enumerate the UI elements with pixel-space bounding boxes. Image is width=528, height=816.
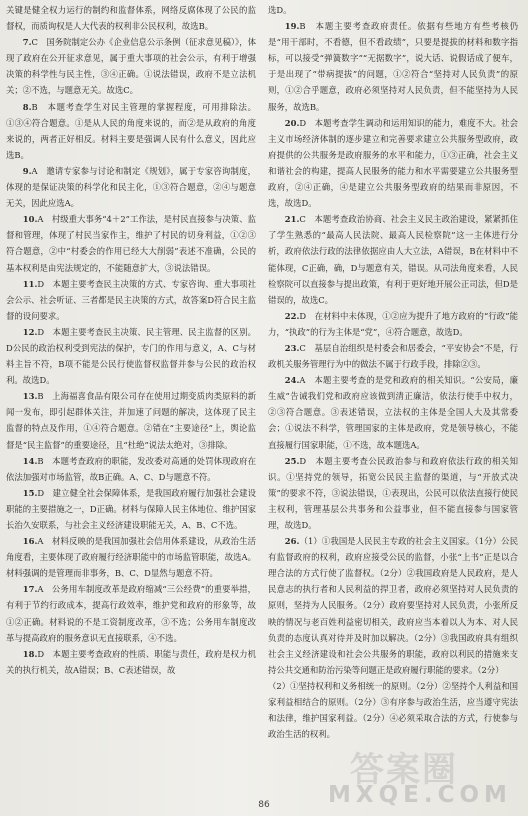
answer-paragraph (6, 324, 256, 388)
question-number: 8. (22, 101, 32, 112)
question-number: 20. (284, 117, 300, 128)
answer-text: D 本题主要考查民主决策的方式、专家咨询、重大事项社会公示、社会听证、三者都是民主决策的方式，故答案D符合民主监督的设问要求。 (6, 278, 256, 321)
answer-paragraph (268, 678, 518, 742)
left-column (6, 2, 256, 678)
question-number: 17. (22, 584, 38, 595)
answer-text: （2）①坚持权利和义务相统一的原则。（2分）②坚持个人利益和国家利益相结合的原则。（2分）③有序参与政治生活，应当遵守宪法和法律，维护国家利益。（2分）④必须采取合法的方式，行使参与政治生活的权利。 (268, 680, 518, 740)
question-number: 25. (284, 455, 300, 466)
answer-paragraph (6, 485, 256, 533)
answer-text: A 邀请专家参与讨论和制定《规划》，属于专家咨询制度，体现的是保证决策的科学化和民主化，①③符合题意，②④与题意无关，因此应选A。 (6, 165, 256, 209)
answer-text: D 建立健全社会保障体系，是我国政府履行加强社会建设职能的主要措施之一，D正确。材料与保障人民主体地位、维护国家长治久安联系，与社会主义经济建设职能无关，A、B、C不选。 (6, 487, 256, 530)
answer-text: 关键是健全权力运行的制约和监督体系，网络反腐体现了公民的监督权，而质询权是人大代表的权利非公民权利，故选B。 (6, 5, 256, 32)
watermark-logo (320, 742, 520, 808)
answer-paragraph (268, 372, 518, 452)
question-number: 7. (22, 37, 32, 48)
answer-paragraph (6, 276, 256, 324)
answer-text: B 上海福喜食品有限公司存在使用过期变质肉类原料的新闻一发布，即引起群体关注，并加速了问题的解决，这体现了民主监督的特点及作用，①④符合题意。②错在“主要途径”上，舆论监督是“民主监督”的重要途径，且“杜绝”说法太绝对，③排除。 (6, 391, 256, 450)
question-number: 26. (284, 536, 300, 547)
question-number: 21. (284, 214, 300, 225)
question-number: 10. (22, 214, 38, 225)
answer-text: B 本题考查政府的职能，发改委对高通的处罚体现政府在依法加强对市场监管，故B正确。A、C、D与题意不符。 (6, 455, 256, 482)
answer-text: D 本题主要考查公民政治参与和政府依法行政的相关知识。①坚持党的领导，拓宽公民民主监督的渠道，与“开放式决策”的要求不符，③说法错误，①表现出，公民可以依法直接行使民主权利，管理基层公共事务和公益事业，但不能直接参与国家管理，故选D。 (268, 455, 518, 530)
answer-text: B 本题主要考查政府责任。依据有些地方有些考核仍是“用干部时，不看德，但不看政绩”，只要是提拔的材料和数字指标，可以接受“弹簧数字”“无据数字”，说大话、说假话成了便车，于是出现了“带病提拔”的问题，①②符合“坚持对人民负责”的原则，①②合乎题意，政府必须坚持对人民负责，但不能坚持为人民服务，故选B。 (268, 21, 518, 112)
answer-text: C 基层自治组织是村委会和居委会，“平安协会”不是，行政机关服务管理行为中的做法不属于行政手段，排除②③。 (268, 342, 518, 370)
watermark-site-text: MXQE.COM (328, 782, 512, 808)
answer-paragraph (268, 533, 518, 678)
answer-paragraph (268, 453, 518, 533)
answer-text: D 本题主要考查政府的性质、职能与责任，政府是权力机关的执行机关，故A错误；B、C表述错误，故 (6, 648, 256, 675)
answer-paragraph (6, 533, 256, 581)
answer-text: B 本题考查学生对民主管理的掌握程度，可用排除法。①③④符合题意。①是从人民的角度来说的，而②是从政府的角度来说的，两者正好相反。材料主要是强调人民有什么意义，因此应选B。 (6, 101, 256, 160)
question-number: 23. (284, 342, 300, 353)
question-number: 18. (22, 648, 38, 659)
answer-paragraph (6, 163, 256, 211)
question-number: 14. (22, 455, 38, 466)
answer-paragraph (6, 453, 256, 485)
right-column (268, 2, 518, 742)
answer-paragraph (268, 340, 518, 372)
answer-text: D 本题考查学生调动和运用知识的能力，难度不大。社会主义市场经济体制的逐步建立和完善要求建立公共服务型政府，政府提供的公共服务是政府服务的水平和能力，①③正确，社会主义和谐社会的构建，提高人民服务的能力和水平需要建立公共服务型政府，②④正确，④是建立公共服务型政府的结果而非原因，不选，故选D。 (268, 117, 518, 209)
watermark-logo-text: 答案圈 (350, 750, 458, 790)
answer-text: D 在材料中未体现，①②应为提升了地方政府的“行政”能力，“执政”的行为主体是“党”，④符合题意，故选D。 (268, 310, 518, 337)
page-number: 86 (258, 800, 270, 810)
question-number: 11. (22, 278, 38, 289)
answer-text: C 本题考查政治协商、社会主义民主政治建设，紧紧抓住了学生熟悉的“最高人民法院、最高人民检察院”这一主体进行分析，政府依法行政的法律依据应由人大立法，A错误，B在材料中不能体现，C正确，确，D与题意有关，错误。从司法角度来看，人民检察院可以直接参与提出政策，有利于更好地开展公正司法，但D是错误的，故选C。 (268, 214, 518, 305)
answer-paragraph (6, 581, 256, 645)
answer-text: C 国务院制定公办《企业信息公示条例（征求意见稿）》，体现了政府在公开征求意见，属于重大事项的社会公示，有利于增强决策的科学性与民主性，③④正确。①说法错误，政府不是立法机关；②不选，与题意无关。故选C。 (6, 37, 256, 96)
answer-paragraph (268, 2, 518, 18)
answer-text: （1）①我国是人民民主专政的社会主义国家。（1分）公民有监督政府的权利，政府应接受公民的监督，小张“上书”正是以合理合法的方式行使了监督权。（2分）②我国政府是人民政府，是人民意志的执行者和人民利益的捍卫者，政府必须坚持对人民负责的原则，坚持为人民服务。（2分）政府要坚持对人民负责，小张所反映的情况与老百姓利益密切相关，政府应当本着以人为本、对人民负责的态度认真对待并及时加以解决。（2分）③我国政府具有组织社会主义经济建设和社会公共服务的职能，政府以利民的措施来支持公共交通和防治污染等问题正是政府履行职能的要求。（2分） (268, 536, 518, 675)
answer-text: A 本题主要考查的是党和政府的相关知识。“公安局，廉生威”告诫我们党和政府应该做到清正廉洁，依法行使手中权力，②③符合题意。③表述错误，立法权的主体是全国人大及其常委会；①说法不科学，管理国家的主体是政府，党是领导核心，不能直接履行国家职能，①不选，故本题选A。 (268, 375, 518, 450)
answer-paragraph (6, 99, 256, 163)
question-number: 19. (284, 21, 300, 32)
answer-paragraph (268, 211, 518, 308)
answer-paragraph (6, 646, 256, 678)
answer-paragraph (268, 18, 518, 115)
answer-paragraph (6, 388, 256, 452)
answer-paragraph (6, 2, 256, 34)
question-number: 12. (22, 326, 38, 337)
answer-text: A 材料反映的是我国加强社会信用体系建设，从政治生活角度看，主要体现了政府履行经济职能中的市场监管职能，故选A。材料强调的是管理而非事务，B、C、D显然与题意不符。 (6, 536, 256, 579)
answer-paragraph (268, 115, 518, 212)
question-number: 9. (22, 165, 32, 176)
answer-text: D 本题主要考查民主决策、民主管理、民主监督的区别。D公民的政治权利受到宪法的保护，专门的作用与意义，A、C与材料主旨不符，B项不能是公民行使监督权监督并参与公民的政治权利。故选D。 (6, 326, 256, 386)
answer-paragraph (6, 211, 256, 275)
answer-paragraph (6, 34, 256, 98)
question-number: 16. (22, 536, 38, 547)
answer-text: A 公务用车制度改革是政府缩减“三公经费”的重要举措，有利于节约行政成本，提高行政效率，维护党和政府的形象等，故①②正确。材料说的不是工资制度改革，③不选；公务用车制度改革与提高政府的服务意识无直接联系，④不选。 (6, 584, 256, 643)
answer-text: A 村级重大事务“4＋2”工作法，是村民直接参与决策、监督和管理，体现了村民当家作主，维护了村民的切身利益，①②③符合题意，②中“村委会的作用已经大大削弱”表述不准确，公民的基本权利是由宪法规定的，不能随意扩大，③说法错误。 (6, 214, 256, 273)
question-number: 15. (22, 487, 38, 498)
question-number: 22. (284, 310, 300, 321)
question-number: 13. (22, 391, 38, 402)
answer-text: 选D。 (268, 5, 292, 15)
answer-paragraph (268, 308, 518, 340)
question-number: 24. (284, 375, 300, 386)
